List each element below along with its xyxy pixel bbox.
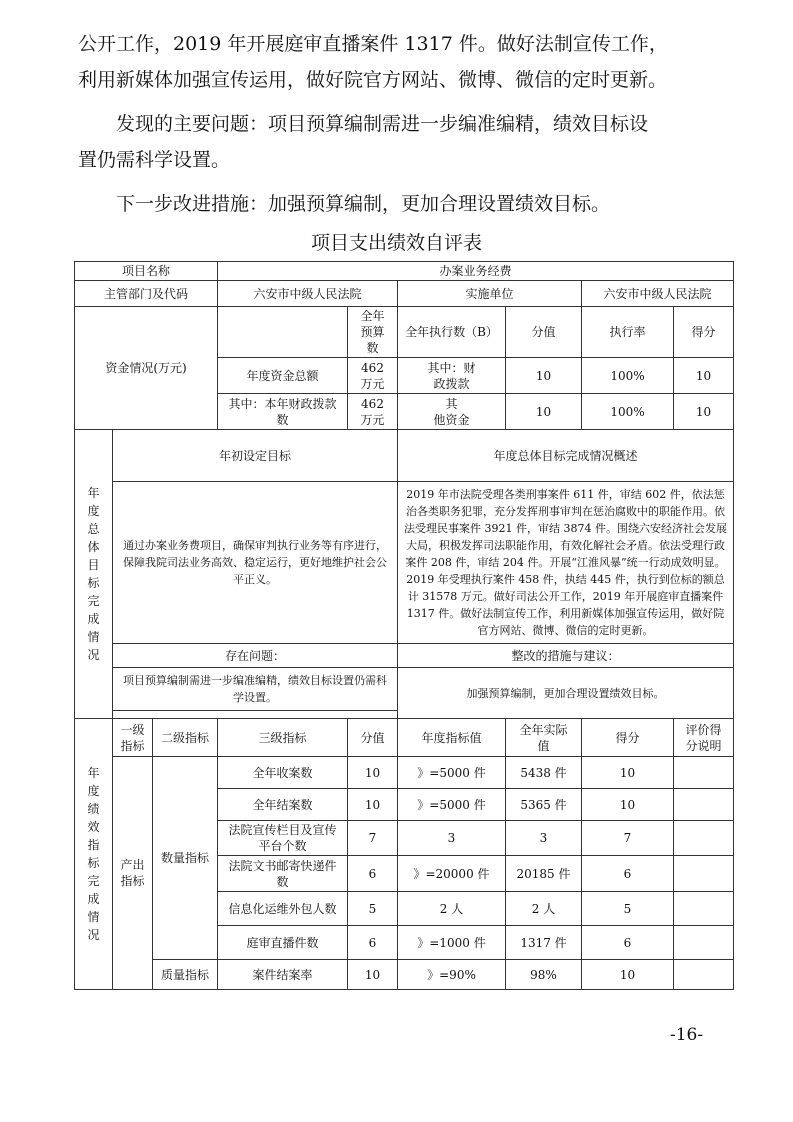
goal-overview-text: 2019 年市法院受理各类刑事案件 611 件，审结 602 件，依法惩治各类职务犯罪，充分发挥刑事审判在惩治腐败中的职能作用。依法受理民事案件 3921 件，审结 3874 件。围绕六安经济社会发展大局，积极发挥司法职能作用，有效化解社会矛盾。依法受理行政案件 208 件，审结 204 件。开展“江淮风暴”统一行动成效明显。2019 年受理执行案件 458 件，执结 445 件，执行到位标的额总计 31578 万元。做好司法公开工作，2019 年开展庭审直播案件 1317 件。做好法制宣传工作，利用新媒体加强宣传运用，做好院官方网站、微博、微信的定时更新。 <box>398 482 734 644</box>
perf-row-score: 10 <box>582 757 674 789</box>
perf-row-name: 全年结案数 <box>218 789 348 821</box>
problem-text: 项目预算编制需进一步编准编精，绩效目标设置仍需科学设置。 <box>113 668 398 711</box>
perf-header-actual: 全年实际 值 <box>506 719 582 757</box>
perf-row-name: 法院宣传栏目及宣传 平台个数 <box>218 821 348 856</box>
fund-label: 资金情况(万元) <box>75 307 218 430</box>
perf-row-target: 3 <box>398 821 506 856</box>
fund-header-blank <box>218 307 348 358</box>
perf-row-name: 庭审直播件数 <box>218 926 348 960</box>
perf-header-level1: 一级 指标 <box>113 719 153 757</box>
perf-level1-output: 产出 指标 <box>113 757 153 990</box>
evaluation-table <box>74 261 734 990</box>
goal-text: 通过办案业务费项目，确保审判执行业务等有序进行，保障我院司法业务高效、稳定运行，更好地维护社会公平正义。 <box>113 482 398 644</box>
perf-row-score-value: 6 <box>348 856 398 892</box>
perf-row-remark <box>674 892 734 926</box>
perf-row-remark <box>674 757 734 789</box>
impl-label: 实施单位 <box>398 281 582 307</box>
perf-row-remark <box>674 789 734 821</box>
perf-row-actual: 20185 件 <box>506 856 582 892</box>
perf-header-target: 年度指标值 <box>398 719 506 757</box>
measure-text: 加强预算编制，更加合理设置绩效目标。 <box>398 668 734 719</box>
fund-header-score-value: 分值 <box>506 307 582 358</box>
perf-header-level3: 三级指标 <box>218 719 348 757</box>
fund-row-executed: 其 他资金 <box>398 394 506 430</box>
impl-value: 六安市中级人民法院 <box>582 281 734 307</box>
perf-row-actual: 1317 件 <box>506 926 582 960</box>
perf-header-level2: 二级指标 <box>153 719 218 757</box>
perf-row-score: 6 <box>582 926 674 960</box>
goal-header: 年初设定目标 <box>113 430 398 482</box>
perf-row-name: 全年收案数 <box>218 757 348 789</box>
perf-header-score: 得分 <box>582 719 674 757</box>
page-number: -16- <box>670 1025 704 1045</box>
paragraph-line: 公开工作，2019 年开展庭审直播案件 1317 件。做好法制宣传工作， <box>78 33 668 55</box>
fund-row-rate: 100% <box>582 394 674 430</box>
problem-spacer <box>113 711 398 719</box>
paragraph-measures <box>78 186 718 222</box>
perf-row-score-value: 10 <box>348 789 398 821</box>
measure-header: 整改的措施与建议： <box>398 644 734 668</box>
project-name-value: 办案业务经费 <box>218 262 734 281</box>
perf-row-score: 10 <box>582 960 674 990</box>
perf-row-score-value: 10 <box>348 960 398 990</box>
fund-row-label: 其中：本年财政拨款 数 <box>218 394 348 430</box>
perf-row-score: 5 <box>582 892 674 926</box>
fund-row-score: 10 <box>674 394 734 430</box>
perf-header-score-value: 分值 <box>348 719 398 757</box>
perf-row-target: 》=5000 件 <box>398 789 506 821</box>
paragraph-problems <box>78 106 718 178</box>
table-title: 项目支出绩效自评表 <box>310 232 482 254</box>
perf-row-target: 》=1000 件 <box>398 926 506 960</box>
fund-header-score: 得分 <box>674 307 734 358</box>
perf-row-score-value: 5 <box>348 892 398 926</box>
perf-row-actual: 98% <box>506 960 582 990</box>
perf-row-remark <box>674 856 734 892</box>
perf-row-score-value: 7 <box>348 821 398 856</box>
fund-row-score: 10 <box>674 358 734 394</box>
paragraph-publicity <box>78 26 718 98</box>
fund-row-executed: 其中：财 政拨款 <box>398 358 506 394</box>
perf-row-name: 法院文书邮寄快递件 数 <box>218 856 348 892</box>
paragraph-line: 利用新媒体加强宣传运用，做好院官方网站、微博、微信的定时更新。 <box>78 69 668 91</box>
perf-row-target: 》=90% <box>398 960 506 990</box>
paragraph-line: 置仍需科学设置。 <box>78 149 231 171</box>
paragraph-line: 发现的主要问题：项目预算编制需进一步编准编精，绩效目标设 <box>116 113 649 135</box>
perf-row-actual: 3 <box>506 821 582 856</box>
fund-header-budget: 全年 预算 数 <box>348 307 398 358</box>
perf-row-target: 》=20000 件 <box>398 856 506 892</box>
fund-row-budget: 462 万元 <box>348 358 398 394</box>
fund-row-score-value: 10 <box>506 394 582 430</box>
fund-row-label: 年度资金总额 <box>218 358 348 394</box>
perf-row-score: 10 <box>582 789 674 821</box>
project-name-label: 项目名称 <box>75 262 218 281</box>
perf-row-actual: 2 人 <box>506 892 582 926</box>
fund-row-rate: 100% <box>582 358 674 394</box>
perf-level2-quantity: 数量指标 <box>153 757 218 960</box>
problem-header: 存在问题： <box>113 644 398 668</box>
perf-row-score-value: 10 <box>348 757 398 789</box>
paragraph-line: 下一步改进措施：加强预算编制，更加合理设置绩效目标。 <box>116 193 611 215</box>
perf-row-score: 7 <box>582 821 674 856</box>
goal-section-label: 年 度 总 体 目 标 完 成 情 况 <box>75 430 113 719</box>
perf-row-score: 6 <box>582 856 674 892</box>
perf-row-target: 》=5000 件 <box>398 757 506 789</box>
dept-label: 主管部门及代码 <box>75 281 218 307</box>
perf-header-remark: 评价得 分说明 <box>674 719 734 757</box>
perf-row-remark <box>674 821 734 856</box>
fund-header-executed: 全年执行数（B） <box>398 307 506 358</box>
perf-row-remark <box>674 926 734 960</box>
fund-header-rate: 执行率 <box>582 307 674 358</box>
perf-row-actual: 5438 件 <box>506 757 582 789</box>
goal-overview-header: 年度总体目标完成情况概述 <box>398 430 734 482</box>
perf-row-name: 信息化运维外包人数 <box>218 892 348 926</box>
perf-row-actual: 5365 件 <box>506 789 582 821</box>
perf-section-label: 年 度 绩 效 指 标 完 成 情 况 <box>75 719 113 990</box>
perf-row-name: 案件结案率 <box>218 960 348 990</box>
perf-row-target: 2 人 <box>398 892 506 926</box>
perf-level2-quality: 质量指标 <box>153 960 218 990</box>
dept-value: 六安市中级人民法院 <box>218 281 398 307</box>
fund-row-budget: 462 万元 <box>348 394 398 430</box>
fund-row-score-value: 10 <box>506 358 582 394</box>
perf-row-score-value: 6 <box>348 926 398 960</box>
perf-row-remark <box>674 960 734 990</box>
